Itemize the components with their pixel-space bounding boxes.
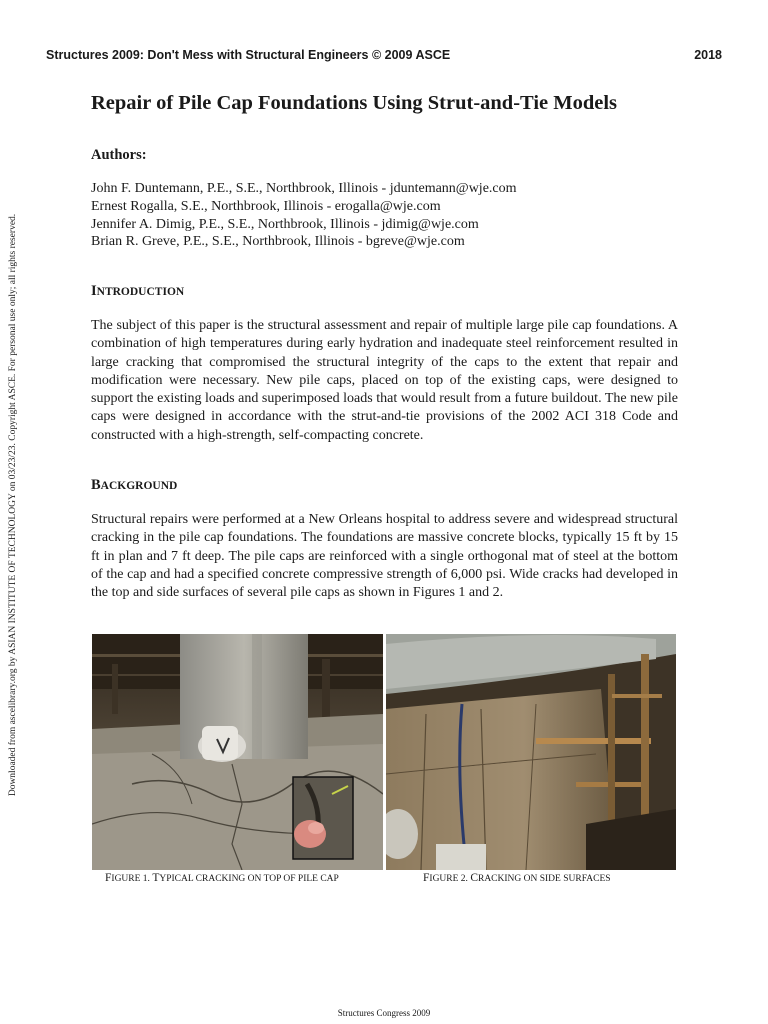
page-footer: Structures Congress 2009: [337, 1008, 431, 1018]
paper-title: Repair of Pile Cap Foundations Using Strut-and-Tie Models: [91, 92, 618, 114]
figure-1-caption: FIGURE 1. TYPICAL CRACKING ON TOP OF PILE CAP: [105, 872, 339, 884]
author-line: Jennifer A. Dimig, P.E., S.E., Northbrook, Illinois - jdimig@wje.com: [91, 216, 479, 232]
author-line: Brian R. Greve, P.E., S.E., Northbrook, Illinois - bgreve@wje.com: [91, 234, 465, 250]
author-line: John F. Duntemann, P.E., S.E., Northbrook, Illinois - jduntemann@wje.com: [91, 181, 517, 196]
authors-list: [91, 180, 517, 251]
background-heading: BACKGROUND: [91, 477, 178, 493]
background-paragraph: Structural repairs were performed at a New Orleans hospital to address severe and widespread structural cracking in the pile cap foundations. The foundations are massive concrete blocks, typically 15 ft by 15 ft in plan and 7 ft deep. The pile caps are reinforced with a single orthogonal mat of steel at the bottom of the cap and had a specified concrete compressive strength of 6,000 psi. Wide cracks had developed in the top and side surfaces of several pile caps as shown in Figures 1 and 2.: [91, 512, 678, 601]
introduction-heading: INTRODUCTION: [91, 283, 185, 299]
page-number: 2018: [694, 48, 722, 62]
author-line: Ernest Rogalla, S.E., Northbrook, Illinois - erogalla@wje.com: [91, 198, 441, 214]
figure-1-photo: [92, 634, 383, 870]
pile-cap-side-image: [386, 634, 676, 870]
download-notice: Downloaded from ascelibrary.org by ASIAN INSTITUTE OF TECHNOLOGY on 03/23/23. Copyright ASCE. For personal use only; all rights reserved.: [8, 213, 18, 797]
figure-2-photo: [386, 634, 676, 870]
introduction-paragraph: The subject of this paper is the structural assessment and repair of multiple large pile cap foundations. A combination of high temperatures during early hydration and inadequate steel reinforcement resulted in large cracking that compromised the structural integrity of the caps to the extent that repair and modification were necessary. New pile caps, placed on top of the existing caps, were designed to support the existing loads and superimposed loads that would result from a future buildout. The new pile caps were designed in accordance with the strut-and-tie provisions of the 2002 ACI 318 Code and constructed with a high-strength, self-compacting concrete.: [91, 318, 678, 443]
pile-cap-top-image: [92, 634, 383, 870]
running-header: [46, 48, 722, 62]
authors-heading: Authors:: [91, 147, 147, 163]
figure-2-caption: FIGURE 2. CRACKING ON SIDE SURFACES: [423, 872, 611, 884]
header-title: Structures 2009: Don't Mess with Structural Engineers © 2009 ASCE: [46, 48, 451, 62]
